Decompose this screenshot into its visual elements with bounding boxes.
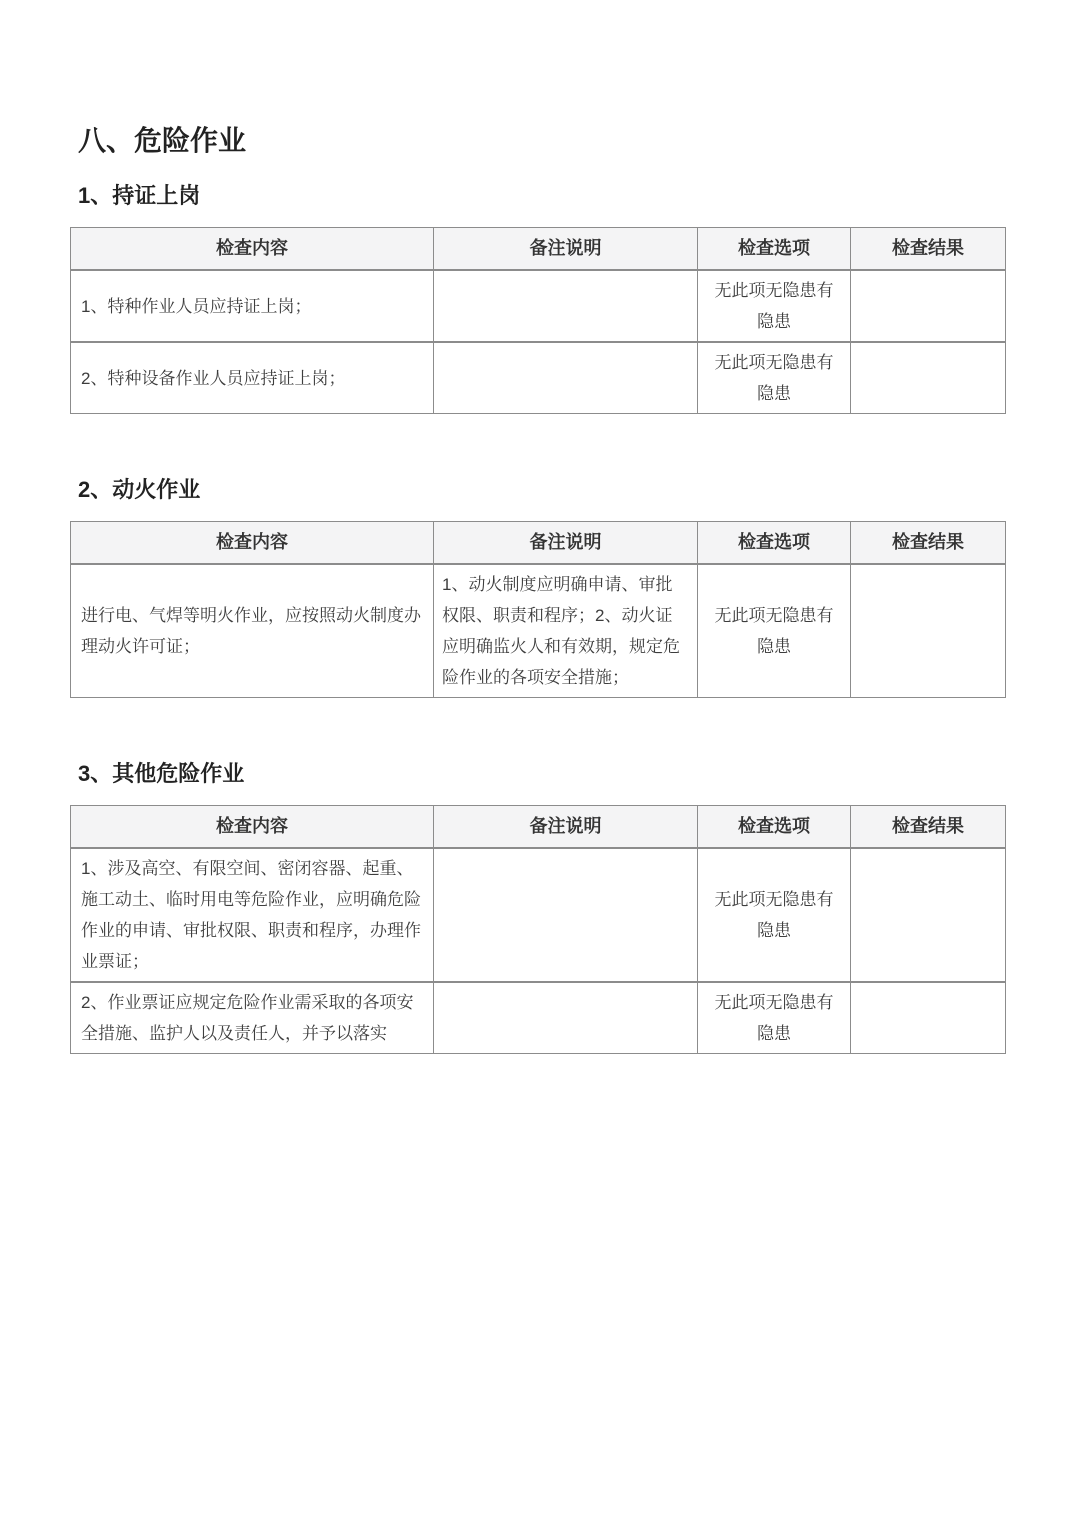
check-option-cell: 无此项无隐患有隐患 [698, 982, 851, 1054]
check-option-cell: 无此项无隐患有隐患 [698, 342, 851, 414]
check-result-cell [851, 270, 1006, 342]
check-content-cell: 进行电、气焊等明火作业，应按照动火制度办理动火许可证； [71, 564, 434, 698]
table-row [71, 982, 1006, 1054]
note-cell: 1、动火制度应明确申请、审批权限、职责和程序；2、动火证应明确监火人和有效期，规定危险作业的各项安全措施； [434, 564, 698, 698]
section-licensed-work [70, 182, 1080, 414]
table-header-row [71, 806, 1006, 849]
col-header-result: 检查结果 [851, 522, 1006, 565]
note-cell [434, 342, 698, 414]
table-row [71, 270, 1006, 342]
col-header-option: 检查选项 [698, 522, 851, 565]
col-header-note: 备注说明 [434, 806, 698, 849]
col-header-content: 检查内容 [71, 522, 434, 565]
table-header-row [71, 228, 1006, 271]
check-content-cell: 1、特种作业人员应持证上岗； [71, 270, 434, 342]
section-other-dangerous-work [70, 760, 1080, 1054]
check-content-cell: 2、特种设备作业人员应持证上岗； [71, 342, 434, 414]
col-header-note: 备注说明 [434, 522, 698, 565]
col-header-result: 检查结果 [851, 806, 1006, 849]
check-option-cell: 无此项无隐患有隐患 [698, 564, 851, 698]
check-result-cell [851, 564, 1006, 698]
inspection-table-2 [70, 521, 1006, 698]
page-title: 八、危险作业 [78, 125, 247, 156]
check-result-cell [851, 342, 1006, 414]
col-header-option: 检查选项 [698, 228, 851, 271]
table-row [71, 564, 1006, 698]
table-header-row [71, 522, 1006, 565]
check-result-cell [851, 848, 1006, 982]
section-hot-work [70, 476, 1080, 698]
section-heading: 1、持证上岗 [78, 183, 201, 208]
section-heading: 2、动火作业 [78, 477, 201, 502]
col-header-note: 备注说明 [434, 228, 698, 271]
col-header-content: 检查内容 [71, 228, 434, 271]
table-row [71, 342, 1006, 414]
note-cell [434, 982, 698, 1054]
check-content-cell: 1、涉及高空、有限空间、密闭容器、起重、施工动土、临时用电等危险作业，应明确危险作业的申请、审批权限、职责和程序，办理作业票证； [71, 848, 434, 982]
table-row [71, 848, 1006, 982]
check-option-cell: 无此项无隐患有隐患 [698, 848, 851, 982]
section-heading: 3、其他危险作业 [78, 761, 245, 786]
col-header-option: 检查选项 [698, 806, 851, 849]
check-option-cell: 无此项无隐患有隐患 [698, 270, 851, 342]
inspection-table-3 [70, 805, 1006, 1054]
col-header-result: 检查结果 [851, 228, 1006, 271]
col-header-content: 检查内容 [71, 806, 434, 849]
inspection-table-1 [70, 227, 1006, 414]
check-result-cell [851, 982, 1006, 1054]
note-cell [434, 848, 698, 982]
note-cell [434, 270, 698, 342]
check-content-cell: 2、作业票证应规定危险作业需采取的各项安全措施、监护人以及责任人，并予以落实 [71, 982, 434, 1054]
